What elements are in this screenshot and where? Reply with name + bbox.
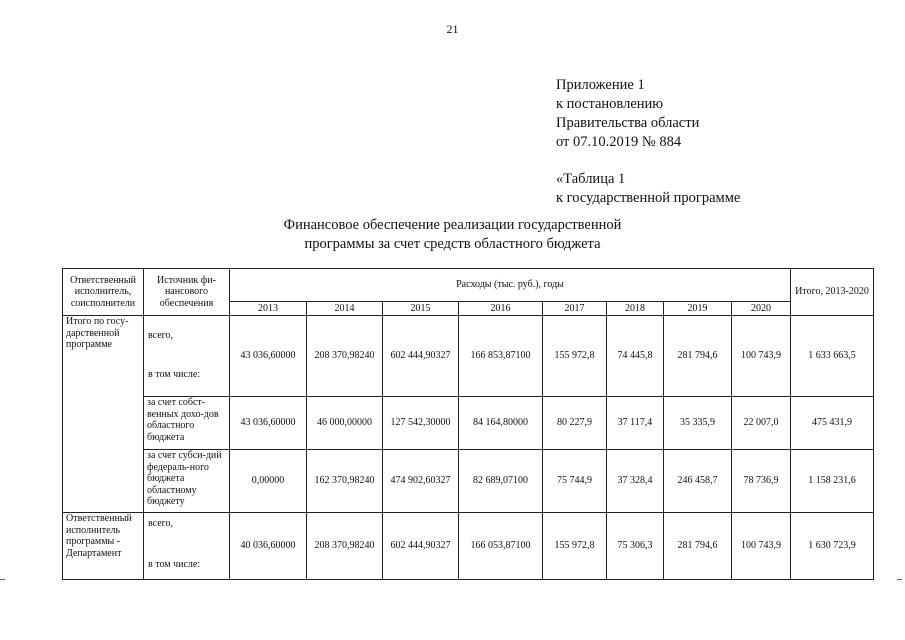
header-executor: Ответственный исполнитель, соисполнители bbox=[63, 269, 144, 316]
header-year: 2018 bbox=[607, 302, 664, 316]
value-cell: 0,00000 bbox=[230, 450, 307, 513]
appendix-block bbox=[556, 76, 740, 208]
header-source: Источник фи-нансового обеспечения bbox=[144, 269, 230, 316]
value-cell: 166 853,87100 bbox=[459, 316, 543, 397]
value-cell: 82 689,07100 bbox=[459, 450, 543, 513]
header-year: 2015 bbox=[383, 302, 459, 316]
header-total: Итого, 2013-2020 bbox=[791, 269, 874, 316]
source-cell bbox=[144, 316, 230, 397]
header-year: 2019 bbox=[664, 302, 732, 316]
value-cell: 100 743,9 bbox=[732, 316, 791, 397]
value-cell: 100 743,9 bbox=[732, 513, 791, 580]
value-cell: 602 444,90327 bbox=[383, 316, 459, 397]
total-cell: 1 630 723,9 bbox=[791, 513, 874, 580]
value-cell: 43 036,60000 bbox=[230, 397, 307, 450]
value-cell: 84 164,80000 bbox=[459, 397, 543, 450]
value-cell: 281 794,6 bbox=[664, 513, 732, 580]
value-cell: 208 370,98240 bbox=[307, 316, 383, 397]
value-cell: 155 972,8 bbox=[543, 316, 607, 397]
total-cell: 1 158 231,6 bbox=[791, 450, 874, 513]
table-ref-line: «Таблица 1 bbox=[556, 171, 626, 187]
header-year: 2016 bbox=[459, 302, 543, 316]
edge-mark bbox=[0, 579, 5, 580]
source-including-label: в том числе: bbox=[148, 368, 201, 380]
total-cell: 1 633 663,5 bbox=[791, 316, 874, 397]
executor-cell: Ответственный исполнитель программы - Департамент bbox=[63, 513, 144, 580]
value-cell: 80 227,9 bbox=[543, 397, 607, 450]
value-cell: 75 306,3 bbox=[607, 513, 664, 580]
header-year: 2017 bbox=[543, 302, 607, 316]
value-cell: 46 000,00000 bbox=[307, 397, 383, 450]
source-including-label: в том числе: bbox=[148, 558, 201, 570]
source-cell bbox=[144, 513, 230, 580]
value-cell: 37 117,4 bbox=[607, 397, 664, 450]
table-ref-line: к государственной программе bbox=[556, 190, 741, 206]
source-total-label: всего, bbox=[148, 518, 174, 529]
total-cell: 475 431,9 bbox=[791, 397, 874, 450]
header-expenses: Расходы (тыс. руб.), годы bbox=[230, 269, 791, 302]
document-title bbox=[0, 216, 905, 254]
value-cell: 43 036,60000 bbox=[230, 316, 307, 397]
value-cell: 40 036,60000 bbox=[230, 513, 307, 580]
title-line: программы за счет средств областного бюджета bbox=[304, 236, 601, 252]
table-row bbox=[63, 397, 874, 450]
value-cell: 155 972,8 bbox=[543, 513, 607, 580]
appendix-line: от 07.10.2019 № 884 bbox=[556, 134, 682, 150]
value-cell: 22 007,0 bbox=[732, 397, 791, 450]
value-cell: 602 444,90327 bbox=[383, 513, 459, 580]
appendix-line: Правительства области bbox=[556, 115, 700, 131]
source-total-label: всего, bbox=[148, 330, 174, 341]
value-cell: 75 744,9 bbox=[543, 450, 607, 513]
value-cell: 166 053,87100 bbox=[459, 513, 543, 580]
page-number: 21 bbox=[446, 22, 459, 36]
table-row bbox=[63, 316, 874, 397]
header-year: 2020 bbox=[732, 302, 791, 316]
financing-table bbox=[62, 268, 874, 580]
appendix-line: Приложение 1 bbox=[556, 77, 645, 93]
source-cell: за счет собст-венных дохо-дов областного бюджета bbox=[144, 397, 230, 450]
value-cell: 127 542,30000 bbox=[383, 397, 459, 450]
executor-cell: Итого по госу-дарственной программе bbox=[63, 316, 144, 513]
value-cell: 78 736,9 bbox=[732, 450, 791, 513]
header-row bbox=[63, 269, 874, 302]
value-cell: 208 370,98240 bbox=[307, 513, 383, 580]
value-cell: 162 370,98240 bbox=[307, 450, 383, 513]
value-cell: 35 335,9 bbox=[664, 397, 732, 450]
appendix-line: к постановлению bbox=[556, 96, 664, 112]
value-cell: 246 458,7 bbox=[664, 450, 732, 513]
value-cell: 281 794,6 bbox=[664, 316, 732, 397]
value-cell: 74 445,8 bbox=[607, 316, 664, 397]
table-row bbox=[63, 513, 874, 580]
title-line: Финансовое обеспечение реализации государственной bbox=[283, 217, 622, 233]
value-cell: 474 902,60327 bbox=[383, 450, 459, 513]
header-year: 2014 bbox=[307, 302, 383, 316]
value-cell: 37 328,4 bbox=[607, 450, 664, 513]
edge-mark bbox=[897, 579, 902, 580]
header-year: 2013 bbox=[230, 302, 307, 316]
table-row bbox=[63, 450, 874, 513]
source-cell: за счет субси-дий федераль-ного бюджета областному бюджету bbox=[144, 450, 230, 513]
